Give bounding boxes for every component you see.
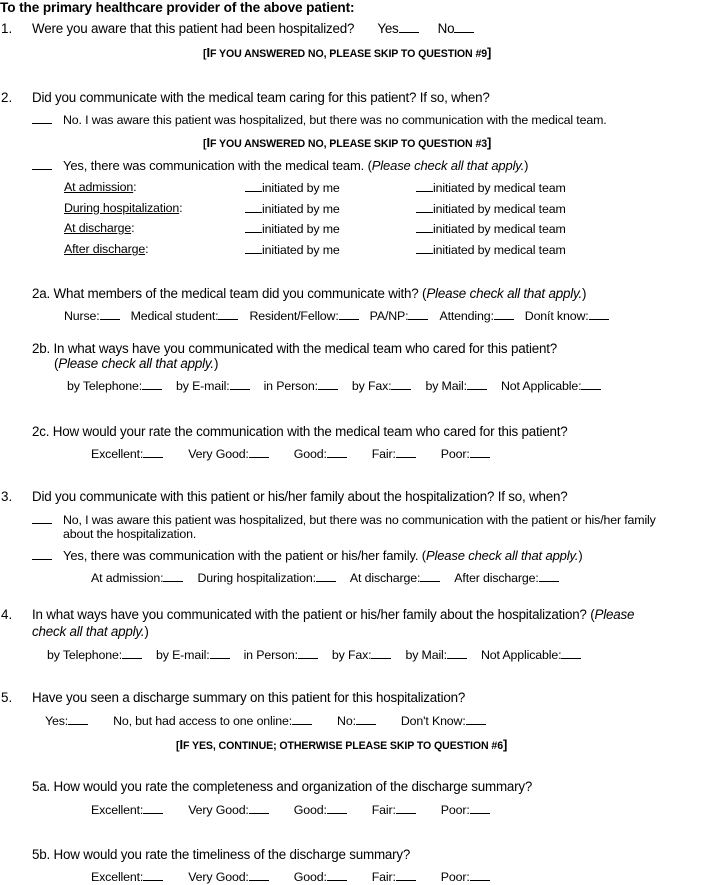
q2a-options bbox=[64, 308, 609, 324]
timing-label: After discharge bbox=[64, 242, 146, 256]
q5-option-no-but-online-access[interactable] bbox=[113, 713, 312, 729]
close-paren: ) bbox=[524, 158, 529, 173]
answer-blank[interactable] bbox=[470, 802, 490, 814]
answer-blank[interactable] bbox=[32, 112, 52, 124]
option-label: Very Good: bbox=[188, 803, 249, 817]
q5-option-dont-know[interactable] bbox=[401, 713, 486, 729]
check-all-instruction: Please check all that apply. bbox=[58, 356, 214, 371]
answer-blank[interactable] bbox=[470, 869, 490, 881]
close-paren: ) bbox=[213, 356, 219, 371]
q4-option-mail[interactable] bbox=[405, 647, 467, 663]
close-paren: ) bbox=[144, 624, 149, 639]
question-2c-text: 2c. How would your rate the communication with the medical team who cared for this patient? bbox=[32, 424, 568, 439]
answer-blank[interactable] bbox=[396, 869, 416, 881]
answer-blank[interactable] bbox=[416, 201, 433, 213]
skip-initial: I bbox=[206, 45, 210, 60]
answer-blank[interactable] bbox=[447, 647, 467, 659]
q3-no-option[interactable] bbox=[32, 512, 656, 528]
q1-option-yes[interactable] bbox=[377, 21, 418, 36]
q4-option-email[interactable] bbox=[156, 647, 230, 663]
q2-yes-option[interactable] bbox=[32, 158, 528, 173]
option-label: Medical student: bbox=[130, 309, 219, 323]
answer-blank[interactable] bbox=[245, 201, 262, 213]
q2b-option-not-applicable[interactable] bbox=[501, 378, 601, 394]
option-label: PA/NP: bbox=[369, 309, 409, 323]
timing-initiated-by-team[interactable] bbox=[416, 201, 566, 217]
option-label: No, but had access to one online: bbox=[113, 714, 293, 728]
q2-no-option-text: No. I was aware this patient was hospitalized, but there was no communication with the medical team. bbox=[63, 113, 607, 127]
answer-blank[interactable] bbox=[467, 378, 487, 390]
option-label: No bbox=[437, 21, 455, 36]
question-4-continued bbox=[32, 624, 149, 639]
q5-skip-instruction: [IF YES, CONTINUE; OTHERWISE PLEASE SKIP TO QUESTION #6] bbox=[176, 737, 508, 752]
answer-blank[interactable] bbox=[454, 21, 474, 33]
answer-blank[interactable] bbox=[298, 647, 318, 659]
q3-option-during-hospitalization[interactable] bbox=[197, 570, 335, 586]
rating-good[interactable] bbox=[294, 446, 347, 462]
q2c-rating-options bbox=[91, 446, 490, 462]
timing-initiated-by-me[interactable] bbox=[245, 242, 340, 258]
question-3-text: Did you communicate with this patient or his/her family about the hospitalization? If so, when? bbox=[32, 489, 568, 504]
timing-initiated-by-me[interactable] bbox=[245, 201, 340, 217]
answer-blank[interactable] bbox=[32, 158, 52, 170]
option-label: Don't Know: bbox=[400, 714, 466, 728]
option-label: At discharge: bbox=[349, 571, 421, 585]
option-label: initiated by medical team bbox=[433, 222, 566, 236]
answer-blank[interactable] bbox=[339, 308, 359, 320]
rating-good[interactable] bbox=[294, 802, 347, 818]
question-2-text: Did you communicate with the medical team caring for this patient? If so, when? bbox=[32, 90, 490, 105]
check-all-instruction-part1: Please bbox=[594, 607, 635, 622]
option-label: initiated by me bbox=[262, 222, 340, 236]
answer-blank[interactable] bbox=[416, 242, 433, 254]
answer-blank[interactable] bbox=[249, 869, 269, 881]
check-all-instruction: Please check all that apply. bbox=[425, 548, 579, 563]
q1-skip-instruction: [IF YOU ANSWERED NO, PLEASE SKIP TO QUESTION #9] bbox=[203, 45, 492, 60]
open-paren: ( bbox=[54, 356, 59, 371]
answer-blank[interactable] bbox=[68, 713, 88, 725]
option-label: by Telephone: bbox=[67, 379, 142, 393]
option-label: initiated by me bbox=[262, 181, 340, 195]
option-label: At admission: bbox=[91, 571, 164, 585]
timing-label: During hospitalization bbox=[64, 201, 180, 215]
answer-blank[interactable] bbox=[249, 802, 269, 814]
q2b-option-fax[interactable] bbox=[352, 378, 412, 394]
answer-blank[interactable] bbox=[163, 570, 183, 582]
answer-blank[interactable] bbox=[589, 308, 609, 320]
answer-blank[interactable] bbox=[581, 378, 601, 390]
q3-option-at-admission[interactable] bbox=[91, 570, 183, 586]
question-2-number: 2. bbox=[1, 90, 13, 105]
option-label: Excellent: bbox=[91, 870, 144, 884]
timing-row: At admission: bbox=[64, 180, 137, 194]
question-5b-text: 5b. How would you rate the timeliness of the discharge summary? bbox=[32, 847, 411, 862]
timing-row: At discharge: bbox=[64, 221, 135, 235]
skip-text: F YOU ANSWERED NO, PLEASE SKIP TO QUESTION #3 bbox=[209, 138, 488, 150]
timing-initiated-by-team[interactable] bbox=[416, 242, 566, 258]
option-label: Yes: bbox=[45, 714, 69, 728]
check-all-instruction: Please check all that apply. bbox=[426, 286, 582, 301]
q3-yes-option-text: Yes, there was communication with the patient or his/her family. ( bbox=[63, 548, 426, 563]
q4-options bbox=[47, 647, 581, 663]
answer-blank[interactable] bbox=[561, 647, 581, 659]
option-label: During hospitalization: bbox=[197, 571, 316, 585]
q3-option-after-discharge[interactable] bbox=[454, 570, 558, 586]
answer-blank[interactable] bbox=[122, 647, 142, 659]
q2-yes-option-text: Yes, there was communication with the medical team. ( bbox=[63, 158, 372, 173]
question-2a-text: 2a. What members of the medical team did you communicate with? ( bbox=[32, 286, 427, 301]
skip-text: F YES, CONTINUE; OTHERWISE PLEASE SKIP TO QUESTION #6 bbox=[182, 740, 503, 752]
q3-no-option-text: No, I was aware this patient was hospitalized, but there was no communication with the patient or his/her family bbox=[63, 513, 656, 527]
timing-label: At admission bbox=[64, 180, 134, 194]
timing-initiated-by-team[interactable] bbox=[416, 221, 566, 237]
option-label: initiated by medical team bbox=[433, 181, 566, 195]
rating-very-good[interactable] bbox=[188, 802, 269, 818]
option-label: Very Good: bbox=[188, 447, 249, 461]
option-label: Poor: bbox=[440, 447, 470, 461]
option-label: by Telephone: bbox=[47, 648, 122, 662]
answer-blank[interactable] bbox=[143, 869, 163, 881]
q4-option-fax[interactable] bbox=[332, 647, 392, 663]
option-label: initiated by me bbox=[262, 243, 340, 257]
option-label: Nurse: bbox=[64, 309, 100, 323]
q2a-option-nurse[interactable] bbox=[64, 308, 120, 324]
option-label: No: bbox=[337, 714, 356, 728]
answer-blank[interactable] bbox=[143, 802, 163, 814]
question-4-number: 4. bbox=[1, 607, 13, 622]
option-label: Good: bbox=[293, 870, 327, 884]
option-label: After discharge: bbox=[454, 571, 539, 585]
answer-blank[interactable] bbox=[210, 647, 230, 659]
question-5-text: Have you seen a discharge summary on this patient for this hospitalization? bbox=[32, 690, 466, 705]
check-all-instruction-part2: check all that apply. bbox=[32, 624, 145, 639]
q2b-option-telephone[interactable] bbox=[67, 378, 162, 394]
answer-blank[interactable] bbox=[539, 570, 559, 582]
answer-blank[interactable] bbox=[416, 180, 433, 192]
answer-blank[interactable] bbox=[470, 446, 490, 458]
q2a-option-dont-know[interactable] bbox=[525, 308, 609, 324]
answer-blank[interactable] bbox=[356, 713, 376, 725]
answer-blank[interactable] bbox=[142, 378, 162, 390]
option-label: Fair: bbox=[371, 447, 396, 461]
q5-option-yes[interactable] bbox=[45, 713, 88, 729]
answer-blank[interactable] bbox=[420, 570, 440, 582]
option-label: by Fax: bbox=[351, 379, 392, 393]
q2-no-option[interactable] bbox=[32, 112, 607, 128]
q3-option-at-discharge[interactable] bbox=[350, 570, 440, 586]
q2a-option-medical-student[interactable] bbox=[131, 308, 239, 324]
option-label: Not Applicable: bbox=[480, 648, 562, 662]
form-title: To the primary healthcare provider of the above patient: bbox=[0, 0, 355, 15]
option-label: Very Good: bbox=[188, 870, 249, 884]
answer-blank[interactable] bbox=[494, 308, 514, 320]
q5-option-no[interactable] bbox=[337, 713, 376, 729]
question-3-number: 3. bbox=[1, 489, 13, 504]
option-label: by Mail: bbox=[425, 379, 467, 393]
answer-blank[interactable] bbox=[32, 548, 52, 560]
timing-initiated-by-me[interactable] bbox=[245, 180, 340, 196]
answer-blank[interactable] bbox=[245, 221, 262, 233]
option-label: Good: bbox=[293, 447, 327, 461]
timing-row: During hospitalization: bbox=[64, 201, 183, 215]
option-label: Excellent: bbox=[91, 803, 144, 817]
timing-label: At discharge bbox=[64, 221, 132, 235]
q2a-option-pa-np[interactable] bbox=[370, 308, 429, 324]
question-5-number: 5. bbox=[1, 690, 13, 705]
q2a-option-resident-fellow[interactable] bbox=[249, 308, 358, 324]
timing-row: After discharge: bbox=[64, 242, 149, 256]
question-5a-text: 5a. How would you rate the completeness and organization of the discharge summary? bbox=[32, 779, 533, 794]
answer-blank[interactable] bbox=[100, 308, 120, 320]
answer-blank[interactable] bbox=[408, 308, 428, 320]
answer-blank[interactable] bbox=[327, 802, 347, 814]
answer-blank[interactable] bbox=[466, 713, 486, 725]
option-label: Fair: bbox=[371, 870, 396, 884]
answer-blank[interactable] bbox=[391, 378, 411, 390]
option-label: by Fax: bbox=[331, 648, 372, 662]
option-label: in Person: bbox=[263, 379, 318, 393]
q5a-rating-options bbox=[91, 802, 490, 818]
answer-blank[interactable] bbox=[318, 378, 338, 390]
close-paren: ) bbox=[578, 548, 583, 563]
q3-no-option-continued: about the hospitalization. bbox=[63, 527, 197, 541]
check-all-instruction: Please check all that apply. bbox=[371, 158, 525, 173]
question-1-number: 1. bbox=[1, 21, 13, 36]
option-label: by E-mail: bbox=[175, 379, 230, 393]
question-2a bbox=[32, 286, 586, 301]
option-label: Excellent: bbox=[91, 447, 144, 461]
q2a-option-attending[interactable] bbox=[439, 308, 513, 324]
option-label: Resident/Fellow: bbox=[249, 309, 339, 323]
answer-blank[interactable] bbox=[416, 221, 433, 233]
answer-blank[interactable] bbox=[245, 242, 262, 254]
q2b-options bbox=[67, 378, 601, 394]
rating-poor[interactable] bbox=[441, 446, 490, 462]
answer-blank[interactable] bbox=[249, 446, 269, 458]
option-label: by Mail: bbox=[405, 648, 447, 662]
answer-blank[interactable] bbox=[371, 647, 391, 659]
answer-blank[interactable] bbox=[245, 180, 262, 192]
q2-skip-instruction: [IF YOU ANSWERED NO, PLEASE SKIP TO QUESTION #3] bbox=[203, 135, 492, 150]
question-1-text: Were you aware that this patient had been hospitalized? bbox=[32, 21, 355, 36]
q5-options bbox=[45, 713, 486, 729]
option-label: Donít know: bbox=[524, 309, 589, 323]
answer-blank[interactable] bbox=[143, 446, 163, 458]
answer-blank[interactable] bbox=[396, 802, 416, 814]
option-label: initiated by me bbox=[262, 202, 340, 216]
option-label: by E-mail: bbox=[155, 648, 210, 662]
option-label: Poor: bbox=[440, 803, 470, 817]
rating-excellent[interactable] bbox=[91, 446, 163, 462]
rating-fair[interactable] bbox=[372, 802, 416, 818]
option-label: Poor: bbox=[440, 870, 470, 884]
close-paren: ) bbox=[582, 286, 587, 301]
rating-excellent[interactable] bbox=[91, 802, 163, 818]
q4-option-telephone[interactable] bbox=[47, 647, 142, 663]
option-label: Not Applicable: bbox=[500, 379, 582, 393]
timing-initiated-by-me[interactable] bbox=[245, 221, 340, 237]
answer-blank[interactable] bbox=[399, 21, 419, 33]
answer-blank[interactable] bbox=[396, 446, 416, 458]
rating-poor[interactable] bbox=[441, 802, 490, 818]
q3-timing-options bbox=[91, 570, 559, 586]
question-4-text: In what ways have you communicated with the patient or his/her family about the hospitalization? ( bbox=[32, 607, 595, 622]
answer-blank[interactable] bbox=[316, 570, 336, 582]
option-label: Attending: bbox=[439, 309, 494, 323]
option-label: initiated by medical team bbox=[433, 243, 566, 257]
skip-initial: I bbox=[179, 737, 183, 752]
question-1 bbox=[32, 21, 474, 36]
question-2b-instruction bbox=[54, 356, 218, 371]
option-label: in Person: bbox=[243, 648, 298, 662]
answer-blank[interactable] bbox=[218, 308, 238, 320]
question-4 bbox=[32, 607, 634, 622]
q2b-option-mail[interactable] bbox=[425, 378, 487, 394]
rating-fair[interactable] bbox=[372, 446, 416, 462]
answer-blank[interactable] bbox=[292, 713, 312, 725]
option-label: Fair: bbox=[371, 803, 396, 817]
question-2b-text: 2b. In what ways have you communicated with the medical team who cared for this patient? bbox=[32, 341, 558, 356]
skip-text: F YOU ANSWERED NO, PLEASE SKIP TO QUESTION #9 bbox=[209, 48, 488, 60]
q2b-option-in-person[interactable] bbox=[264, 378, 338, 394]
timing-initiated-by-team[interactable] bbox=[416, 180, 566, 196]
answer-blank[interactable] bbox=[327, 869, 347, 881]
skip-initial: I bbox=[206, 135, 210, 150]
answer-blank[interactable] bbox=[327, 446, 347, 458]
rating-very-good[interactable] bbox=[188, 446, 269, 462]
option-label: initiated by medical team bbox=[433, 202, 566, 216]
option-label: Good: bbox=[293, 803, 327, 817]
answer-blank[interactable] bbox=[230, 378, 250, 390]
q4-option-not-applicable[interactable] bbox=[481, 647, 581, 663]
q2b-option-email[interactable] bbox=[176, 378, 250, 394]
q4-option-in-person[interactable] bbox=[244, 647, 318, 663]
q3-yes-option[interactable] bbox=[32, 548, 583, 563]
q1-option-no[interactable] bbox=[438, 21, 475, 36]
option-label: Yes bbox=[377, 21, 399, 36]
answer-blank[interactable] bbox=[32, 512, 52, 524]
